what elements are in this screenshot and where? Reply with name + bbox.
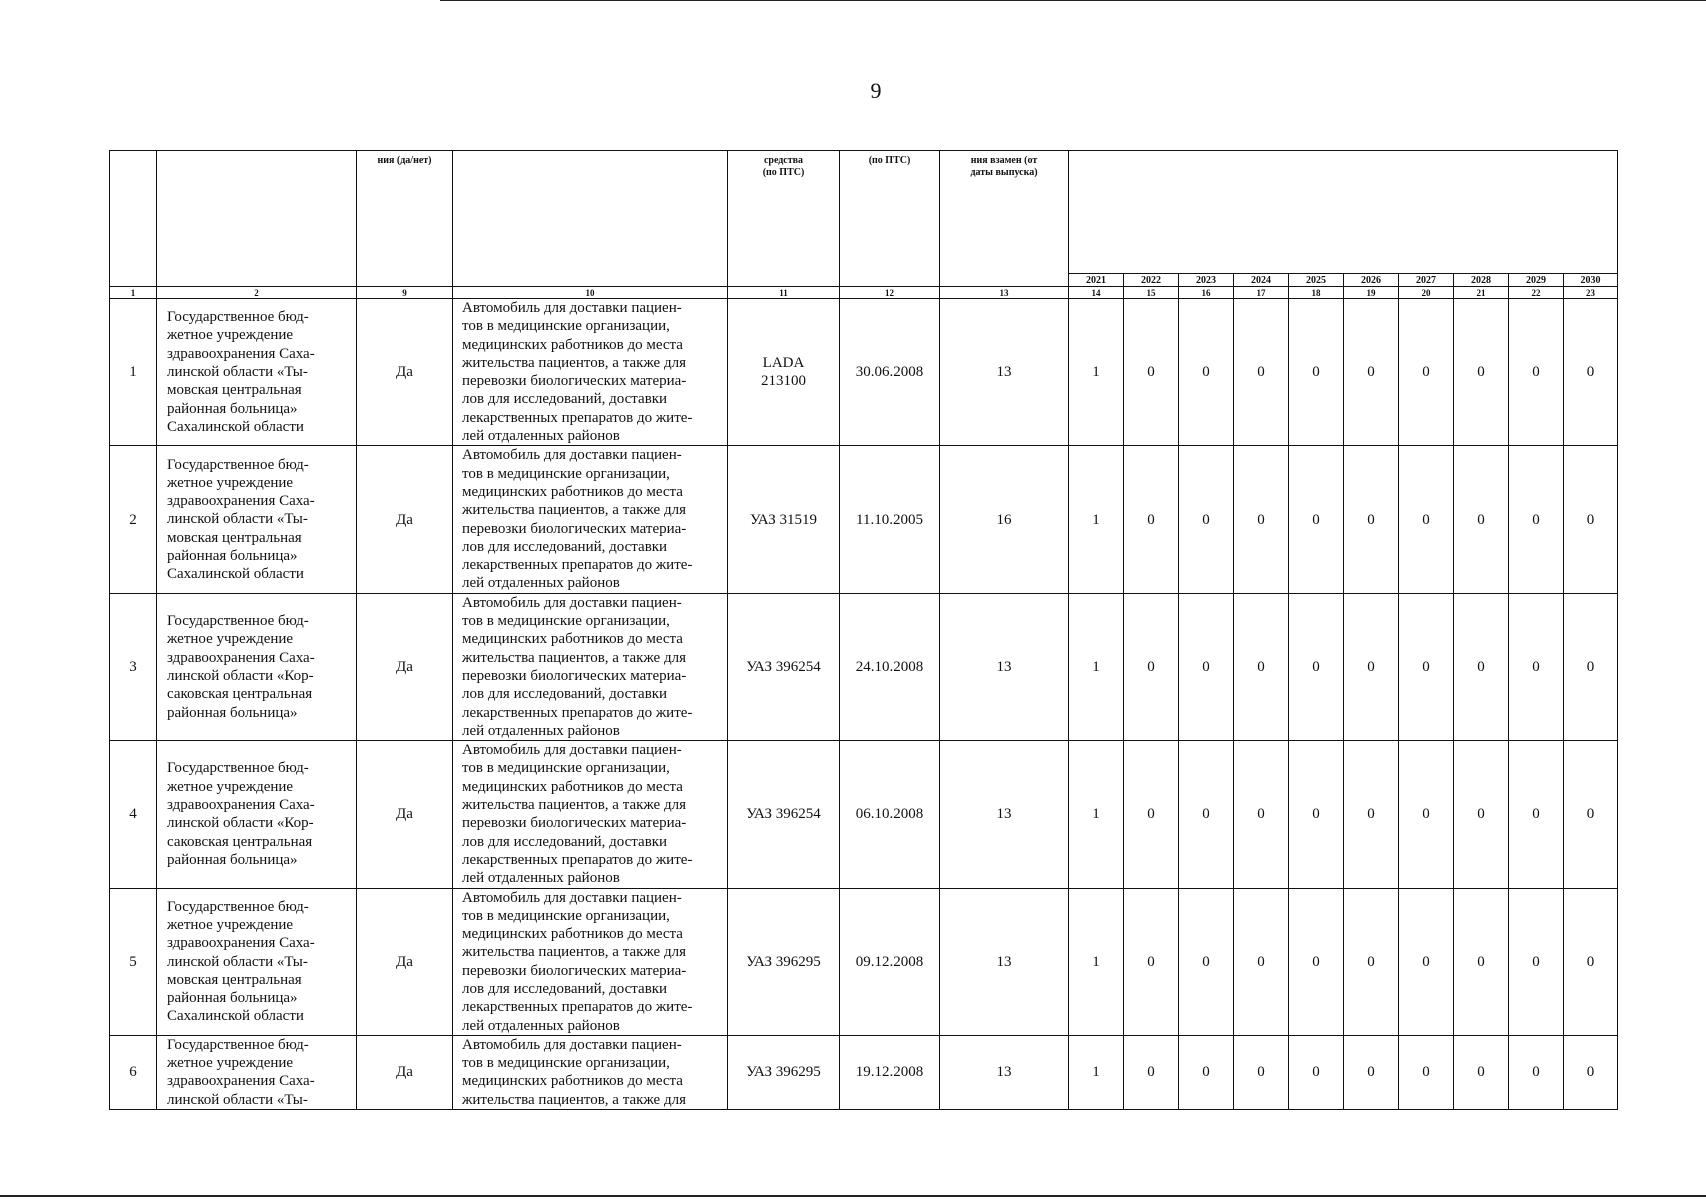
plan-value-2029: 0	[1509, 888, 1564, 1035]
plan-value-2026: 0	[1344, 1035, 1399, 1109]
year-cell: 2024	[1234, 274, 1289, 287]
scan-top-edge	[440, 0, 1706, 1]
column-number-cell: 9	[357, 287, 453, 299]
header-cell-1	[110, 151, 157, 287]
column-number-cell: 23	[1564, 287, 1618, 299]
plan-value-2024: 0	[1234, 593, 1289, 740]
plan-value-2023: 0	[1179, 1035, 1234, 1109]
year-cell: 2027	[1399, 274, 1454, 287]
vehicle-age: 13	[940, 1035, 1069, 1109]
table-row	[110, 593, 1618, 740]
plan-value-2023: 0	[1179, 593, 1234, 740]
row-number: 3	[110, 593, 157, 740]
plan-value-2028: 0	[1454, 888, 1509, 1035]
page-number: 9	[870, 78, 882, 103]
plan-value-2027: 0	[1399, 1035, 1454, 1109]
vehicle-purpose: Автомобиль для доставки пациен- тов в медицинские организации, медицинских работников до места жительства пациентов, а также для перевозки биологических материа- лов для исследований, доставки лекарственных препаратов до жите- лей отдаленных районов	[453, 299, 728, 446]
plan-value-2024: 0	[1234, 446, 1289, 593]
registration-date: 09.12.2008	[840, 888, 940, 1035]
plan-value-2026: 0	[1344, 299, 1399, 446]
plan-value-2023: 0	[1179, 741, 1234, 888]
year-cell: 2026	[1344, 274, 1399, 287]
plan-value-2021: 1	[1069, 741, 1124, 888]
vehicle-model: LADA 213100	[728, 299, 840, 446]
plan-value-2030: 0	[1564, 1035, 1618, 1109]
vehicle-age: 13	[940, 741, 1069, 888]
header-cell-10	[453, 151, 728, 287]
plan-value-2025: 0	[1289, 593, 1344, 740]
organization-name: Государственное бюд- жетное учреждение здравоохранения Саха- линской области «Ты-	[157, 1035, 357, 1109]
column-number-cell: 11	[728, 287, 840, 299]
year-cell: 2025	[1289, 274, 1344, 287]
column-number-cell: 15	[1124, 287, 1179, 299]
table-row	[110, 888, 1618, 1035]
plan-value-2030: 0	[1564, 446, 1618, 593]
plan-value-2026: 0	[1344, 446, 1399, 593]
column-number-cell: 13	[940, 287, 1069, 299]
plan-value-2027: 0	[1399, 741, 1454, 888]
row-number: 6	[110, 1035, 157, 1109]
organization-name: Государственное бюд- жетное учреждение здравоохранения Саха- линской области «Ты- мовская центральная районная больница» Сахалинской области	[157, 299, 357, 446]
plan-value-2023: 0	[1179, 446, 1234, 593]
row-number: 2	[110, 446, 157, 593]
plan-value-2025: 0	[1289, 446, 1344, 593]
organization-name: Государственное бюд- жетное учреждение здравоохранения Саха- линской области «Ты- мовская центральная районная больница» Сахалинской области	[157, 888, 357, 1035]
plan-value-2024: 0	[1234, 1035, 1289, 1109]
plan-value-2021: 1	[1069, 299, 1124, 446]
table-row	[110, 1035, 1618, 1109]
replacement-flag: Да	[357, 593, 453, 740]
plan-value-2029: 0	[1509, 1035, 1564, 1109]
registration-date: 06.10.2008	[840, 741, 940, 888]
column-number-cell: 12	[840, 287, 940, 299]
plan-value-2022: 0	[1124, 593, 1179, 740]
plan-value-2025: 0	[1289, 888, 1344, 1035]
year-cell: 2030	[1564, 274, 1618, 287]
replacement-flag: Да	[357, 888, 453, 1035]
scan-bottom-edge	[0, 1195, 1706, 1197]
plan-value-2028: 0	[1454, 299, 1509, 446]
vehicle-replacement-table	[109, 150, 1618, 1110]
vehicle-model: УАЗ 396295	[728, 888, 840, 1035]
plan-value-2026: 0	[1344, 741, 1399, 888]
vehicle-purpose: Автомобиль для доставки пациен- тов в медицинские организации, медицинских работников до места жительства пациентов, а также для перевозки биологических материа- лов для исследований, доставки лекарственных препаратов до жите- лей отдаленных районов	[453, 888, 728, 1035]
column-number-row	[110, 287, 1618, 299]
header-cell-11: средства (по ПТС)	[728, 151, 840, 287]
column-number-cell: 17	[1234, 287, 1289, 299]
plan-value-2030: 0	[1564, 299, 1618, 446]
vehicle-age: 13	[940, 888, 1069, 1035]
plan-value-2025: 0	[1289, 1035, 1344, 1109]
header-cell-plan	[1069, 151, 1618, 274]
replacement-flag: Да	[357, 1035, 453, 1109]
header-cell-2	[157, 151, 357, 287]
plan-value-2025: 0	[1289, 299, 1344, 446]
plan-value-2030: 0	[1564, 888, 1618, 1035]
organization-name: Государственное бюд- жетное учреждение здравоохранения Саха- линской области «Кор- саковская центральная районная больница»	[157, 741, 357, 888]
vehicle-age: 13	[940, 593, 1069, 740]
table-row	[110, 741, 1618, 888]
vehicle-purpose: Автомобиль для доставки пациен- тов в медицинские организации, медицинских работников до места жительства пациентов, а также для перевозки биологических материа- лов для исследований, доставки лекарственных препаратов до жите- лей отдаленных районов	[453, 593, 728, 740]
year-cell: 2023	[1179, 274, 1234, 287]
registration-date: 19.12.2008	[840, 1035, 940, 1109]
row-number: 5	[110, 888, 157, 1035]
plan-value-2022: 0	[1124, 446, 1179, 593]
replacement-flag: Да	[357, 446, 453, 593]
table-row	[110, 299, 1618, 446]
plan-value-2024: 0	[1234, 299, 1289, 446]
year-cell: 2029	[1509, 274, 1564, 287]
column-number-cell: 16	[1179, 287, 1234, 299]
plan-value-2024: 0	[1234, 888, 1289, 1035]
year-cell: 2028	[1454, 274, 1509, 287]
plan-value-2021: 1	[1069, 593, 1124, 740]
registration-date: 11.10.2005	[840, 446, 940, 593]
plan-value-2028: 0	[1454, 446, 1509, 593]
plan-value-2028: 0	[1454, 593, 1509, 740]
year-cell: 2022	[1124, 274, 1179, 287]
column-number-cell: 20	[1399, 287, 1454, 299]
plan-value-2028: 0	[1454, 1035, 1509, 1109]
vehicle-model: УАЗ 396254	[728, 741, 840, 888]
column-number-cell: 1	[110, 287, 157, 299]
vehicle-purpose: Автомобиль для доставки пациен- тов в медицинские организации, медицинских работников до места жительства пациентов, а также для перевозки биологических материа- лов для исследований, доставки лекарственных препаратов до жите- лей отдаленных районов	[453, 741, 728, 888]
plan-value-2027: 0	[1399, 299, 1454, 446]
column-number-cell: 21	[1454, 287, 1509, 299]
vehicle-age: 13	[940, 299, 1069, 446]
column-number-cell: 19	[1344, 287, 1399, 299]
organization-name: Государственное бюд- жетное учреждение здравоохранения Саха- линской области «Кор- саковская центральная районная больница»	[157, 593, 357, 740]
plan-value-2026: 0	[1344, 593, 1399, 740]
plan-value-2027: 0	[1399, 593, 1454, 740]
plan-value-2022: 0	[1124, 299, 1179, 446]
year-cell: 2021	[1069, 274, 1124, 287]
registration-date: 24.10.2008	[840, 593, 940, 740]
table-row	[110, 446, 1618, 593]
column-number-cell: 2	[157, 287, 357, 299]
vehicle-model: УАЗ 31519	[728, 446, 840, 593]
registration-date: 30.06.2008	[840, 299, 940, 446]
plan-value-2023: 0	[1179, 888, 1234, 1035]
vehicle-purpose: Автомобиль для доставки пациен- тов в медицинские организации, медицинских работников до места жительства пациентов, а также для	[453, 1035, 728, 1109]
header-row	[110, 151, 1618, 274]
plan-value-2029: 0	[1509, 741, 1564, 888]
plan-value-2025: 0	[1289, 741, 1344, 888]
plan-value-2029: 0	[1509, 593, 1564, 740]
plan-value-2030: 0	[1564, 741, 1618, 888]
vehicle-purpose: Автомобиль для доставки пациен- тов в медицинские организации, медицинских работников до места жительства пациентов, а также для перевозки биологических материа- лов для исследований, доставки лекарственных препаратов до жите- лей отдаленных районов	[453, 446, 728, 593]
column-number-cell: 10	[453, 287, 728, 299]
vehicle-model: УАЗ 396295	[728, 1035, 840, 1109]
plan-value-2028: 0	[1454, 741, 1509, 888]
plan-value-2029: 0	[1509, 446, 1564, 593]
vehicle-age: 16	[940, 446, 1069, 593]
plan-value-2024: 0	[1234, 741, 1289, 888]
plan-value-2030: 0	[1564, 593, 1618, 740]
header-cell-13: ния взамен (от даты выпуска)	[940, 151, 1069, 287]
replacement-flag: Да	[357, 299, 453, 446]
plan-value-2022: 0	[1124, 888, 1179, 1035]
header-cell-12: (по ПТС)	[840, 151, 940, 287]
plan-value-2026: 0	[1344, 888, 1399, 1035]
column-number-cell: 14	[1069, 287, 1124, 299]
replacement-flag: Да	[357, 741, 453, 888]
plan-value-2022: 0	[1124, 1035, 1179, 1109]
row-number: 4	[110, 741, 157, 888]
column-number-cell: 18	[1289, 287, 1344, 299]
plan-value-2029: 0	[1509, 299, 1564, 446]
row-number: 1	[110, 299, 157, 446]
plan-value-2021: 1	[1069, 446, 1124, 593]
plan-value-2027: 0	[1399, 446, 1454, 593]
organization-name: Государственное бюд- жетное учреждение здравоохранения Саха- линской области «Ты- мовская центральная районная больница» Сахалинской области	[157, 446, 357, 593]
column-number-cell: 22	[1509, 287, 1564, 299]
plan-value-2023: 0	[1179, 299, 1234, 446]
header-cell-9: ния (да/нет)	[357, 151, 453, 287]
vehicle-model: УАЗ 396254	[728, 593, 840, 740]
plan-value-2022: 0	[1124, 741, 1179, 888]
plan-value-2021: 1	[1069, 888, 1124, 1035]
plan-value-2027: 0	[1399, 888, 1454, 1035]
plan-value-2021: 1	[1069, 1035, 1124, 1109]
